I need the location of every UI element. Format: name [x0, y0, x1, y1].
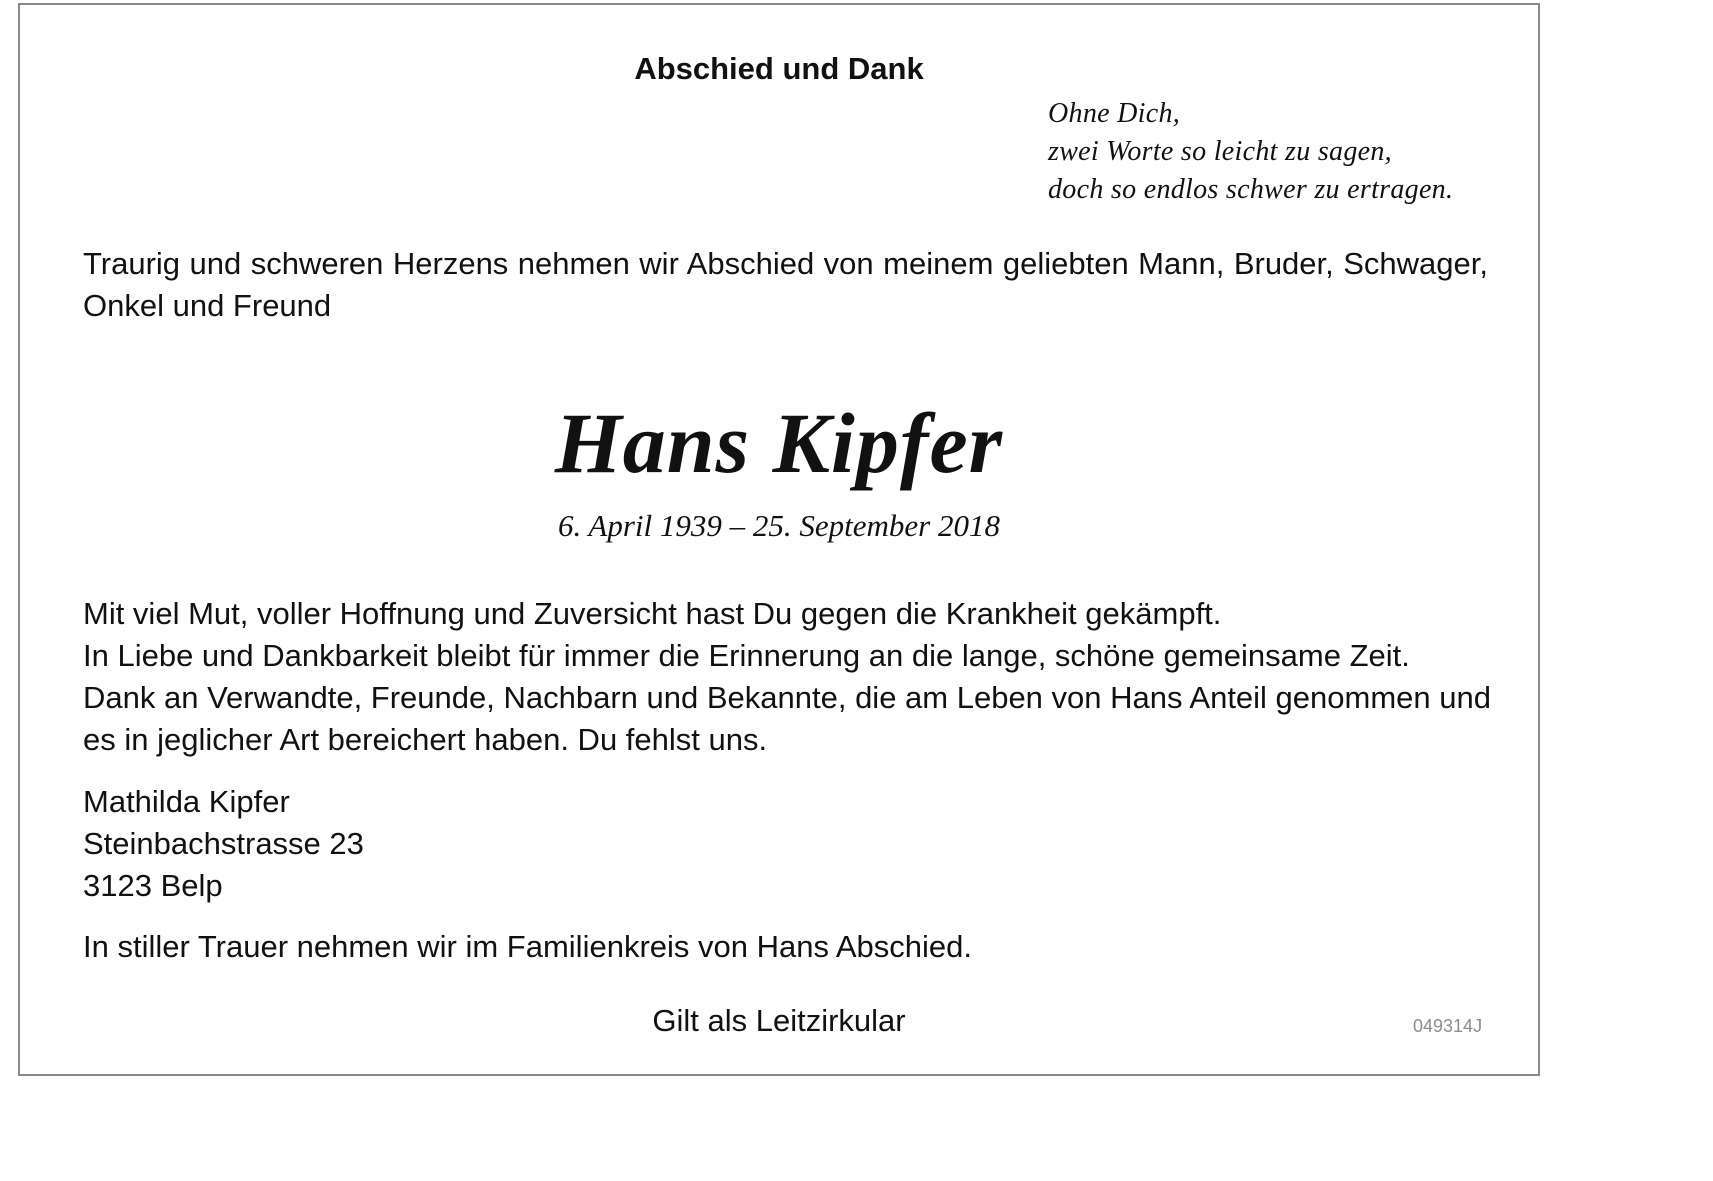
body-line: In Liebe und Dankbarkeit bleibt für immer die Erinnerung an die lange, schöne gemeinsame Zeit. — [83, 638, 1410, 673]
sender-address — [83, 781, 364, 907]
poem-line: zwei Worte so leicht zu sagen, — [1048, 136, 1392, 167]
deceased-name: Hans Kipfer — [554, 395, 1004, 491]
obituary-notice — [18, 3, 1540, 1076]
address-street: Steinbachstrasse 23 — [83, 826, 364, 861]
poem — [1048, 95, 1453, 209]
life-dates: 6. April 1939 – 25. September 2018 — [557, 508, 1000, 543]
address-city: 3123 Belp — [83, 868, 223, 903]
notice-heading: Abschied und Dank — [634, 51, 924, 86]
address-name: Mathilda Kipfer — [83, 784, 290, 819]
footer-note: Gilt als Leitzirkular — [652, 1003, 906, 1038]
poem-line: doch so endlos schwer zu ertragen. — [1048, 174, 1454, 205]
body-text — [83, 593, 1503, 761]
closing-text: In stiller Trauer nehmen wir im Familienkreis von Hans Abschied. — [83, 929, 973, 964]
ad-code: 049314J — [1413, 1016, 1483, 1036]
intro-text: Traurig und schweren Herzens nehmen wir Abschied von meinem geliebten Mann, Bruder, Schwager, Onkel und Freund — [83, 246, 1488, 323]
poem-line: Ohne Dich, — [1048, 98, 1181, 129]
body-line: Mit viel Mut, voller Hoffnung und Zuversicht hast Du gegen die Krankheit gekämpft. — [83, 596, 1222, 631]
body-line: Dank an Verwandte, Freunde, Nachbarn und Bekannte, die am Leben von Hans Anteil genommen und es in jeglicher Art bereichert haben. Du fehlst uns. — [83, 680, 1491, 757]
